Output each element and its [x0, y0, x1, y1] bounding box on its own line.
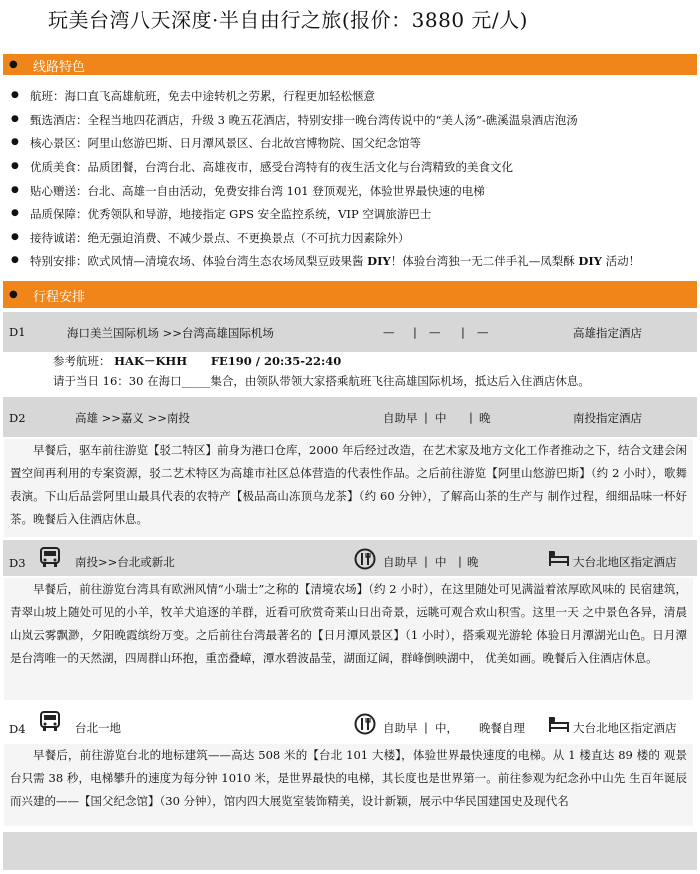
- page-title: 玩美台湾八天深度·半自由行之旅(报价：3880 元/人): [48, 8, 528, 32]
- feature-item: 接待诚诺：绝无强迫消费、不减少景点、不更换景点（不可抗力因素除外）: [30, 231, 410, 245]
- bullet-icon: ●: [11, 90, 19, 100]
- meal-lunch: 中: [435, 411, 447, 425]
- flight-code: HAK－KHH: [114, 354, 188, 368]
- bullet-icon: ●: [11, 137, 19, 147]
- feature-item: 特别安排：欧式风情—清境农场、体验台湾生态农场凤梨豆豉果酱 DIY！体验台湾独一无二伴手礼—凤梨酥 DIY 活动！: [30, 254, 641, 268]
- bullet-icon: ●: [11, 232, 19, 242]
- day-label: D3: [9, 556, 26, 570]
- day-header-d1: [3, 312, 697, 352]
- meal-separator: |: [461, 325, 465, 339]
- meal-separator: |: [424, 720, 428, 734]
- feature-item: 核心景区：阿里山悠游巴斯、日月潭风景区、台北故宫博物院、国父纪念馆等: [30, 136, 421, 150]
- day-hotel: 高雄指定酒店: [573, 326, 642, 340]
- meal-breakfast: 自助早: [383, 721, 418, 735]
- meal-lunch: 中: [435, 555, 447, 569]
- section-title: 行程安排: [33, 290, 86, 305]
- meal-separator: |: [424, 554, 428, 568]
- bus-icon: [39, 710, 61, 737]
- section-title: 线路特色: [33, 60, 86, 75]
- day-label: D1: [9, 325, 26, 339]
- meal-breakfast: —: [383, 325, 395, 339]
- feature-item: 贴心赠送：台北、高雄一自由活动，免费安排台湾 101 登顶观光，体验世界最快速的电梯: [30, 184, 485, 198]
- bed-icon: [548, 714, 570, 737]
- day-label: D2: [9, 411, 26, 425]
- day-route: 南投>>台北或新北: [75, 555, 175, 569]
- day-header-d3: [3, 540, 697, 576]
- day-hotel: 大台北地区指定酒店: [573, 555, 677, 569]
- meal-dinner: 晚: [467, 555, 479, 569]
- meal-breakfast: 自助早: [383, 411, 418, 425]
- bullet-icon: ●: [11, 161, 19, 171]
- meal-separator: |: [458, 554, 462, 568]
- bullet-icon: ●: [9, 289, 18, 300]
- day-header-d4: [3, 708, 697, 742]
- day-description-d2: 早餐后，驱车前往游览【驳二特区】前身为港口仓库，2000 年后经过改造，在艺术家及地方文化工作者推动之下，结合文建会闲置空间再利用的专案资源，驳二艺术特区为高雄市社区总体营造的代表性作品。之后前往游览【阿里山悠游巴斯】（约 2 小时），歌舞表演。下山后品尝阿里山最具代表的农特产【极品高山冻顶乌龙茶】（约 60 分钟），了解高山茶的生产与 制作过程，细细品味一杯好茶。晚餐后入住酒店休息。: [4, 439, 693, 537]
- meal-lunch: —: [429, 325, 441, 339]
- meal-separator: |: [413, 325, 417, 339]
- meal-dinner: 晚: [479, 411, 491, 425]
- feature-item: 航班：海口直飞高雄航班，免去中途转机之劳累，行程更加轻松惬意: [30, 89, 375, 103]
- day-description-d3: 早餐后，前往游览台湾具有欧洲风情“小瑞士”之称的【清境农场】（约 2 小时），在这里随处可见满溢着浓厚欧风味的 民宿建筑，青翠山坡上随处可见的小羊，牧羊犬追逐的羊群，近看可欣赏奇莱山日出奇景，远眺可观合欢山积雪。这里一天 之中景色各异，清晨山岚云雾飘渺，夕阳晚霞缤纷万变。之后前往台湾最著名的【日月潭风景区】（1 小时），搭乘观光游轮 体验日月潭湖光山色。日月潭是台湾唯一的天然湖，四周群山环抱，重峦叠嶂，潭水碧波晶莹，湖面辽阔，群峰倒映湖中， 优美如画。晚餐后入住酒店休息。: [4, 578, 693, 700]
- bullet-icon: ●: [11, 185, 19, 195]
- day-notice: 请于当日 16：30 在海口_____集合，由领队带领大家搭乘航班飞往高雄国际机场，抵达后入住酒店休息。: [53, 374, 590, 388]
- bullet-icon: ●: [11, 208, 19, 218]
- day-route: 台北一地: [75, 721, 121, 735]
- meal-lunch: 中，: [435, 721, 458, 735]
- meal-separator: |: [469, 410, 473, 424]
- day-description-d4: 早餐后，前往游览台北的地标建筑——高达 508 米的【台北 101 大楼】，体验世界最快速度的电梯。从 1 楼直达 89 楼的 观景台只需 38 秒，电梯攀升的速度为每分钟 1010 米，是世界最快的电梯，其长度也是世界第一。前往参观为纪念孙中山先 生百年诞辰而兴建的——【国父纪念馆】（30 分钟），馆内四大展览室装饰精美，设计新颖，展示中华民国建国史及现代名: [4, 744, 693, 826]
- bullet-icon: ●: [9, 59, 18, 70]
- dining-icon: [354, 548, 376, 573]
- day-route: 海口美兰国际机场 >>台湾高雄国际机场: [67, 326, 274, 340]
- bus-icon: [39, 546, 61, 573]
- feature-item: 品质保障：优秀领队和导游，地接指定 GPS 安全监控系统，VIP 空调旅游巴士: [30, 207, 432, 221]
- next-day-header: [3, 832, 697, 870]
- section-header-itinerary: [3, 281, 697, 308]
- bullet-icon: ●: [11, 255, 19, 265]
- dining-icon: [354, 713, 376, 738]
- meal-dinner: 晚餐自理: [479, 721, 525, 735]
- flight-info: [53, 353, 341, 369]
- meal-separator: |: [424, 410, 428, 424]
- meal-dinner: —: [477, 325, 489, 339]
- day-route: 高雄 >>嘉义 >>南投: [75, 411, 190, 425]
- day-header-d2: [3, 397, 697, 437]
- day-label: D4: [9, 722, 26, 736]
- day-hotel: 大台北地区指定酒店: [573, 721, 677, 735]
- bullet-icon: ●: [11, 114, 19, 124]
- meal-breakfast: 自助早: [383, 555, 418, 569]
- day-hotel: 南投指定酒店: [573, 411, 642, 425]
- flight-label: 参考航班：: [53, 354, 111, 368]
- flight-time: FE190 / 20:35-22:40: [210, 354, 342, 368]
- feature-item: 甄选酒店：全程当地四花酒店，升级 3 晚五花酒店，特别安排一晚台湾传说中的“美人汤”-礁溪温泉酒店泡汤: [30, 113, 578, 127]
- feature-item: 优质美食：品质团餐，台湾台北、高雄夜市，感受台湾特有的夜生活文化与台湾精致的美食文化: [30, 160, 513, 174]
- section-header-features: [3, 54, 697, 75]
- bed-icon: [548, 548, 570, 571]
